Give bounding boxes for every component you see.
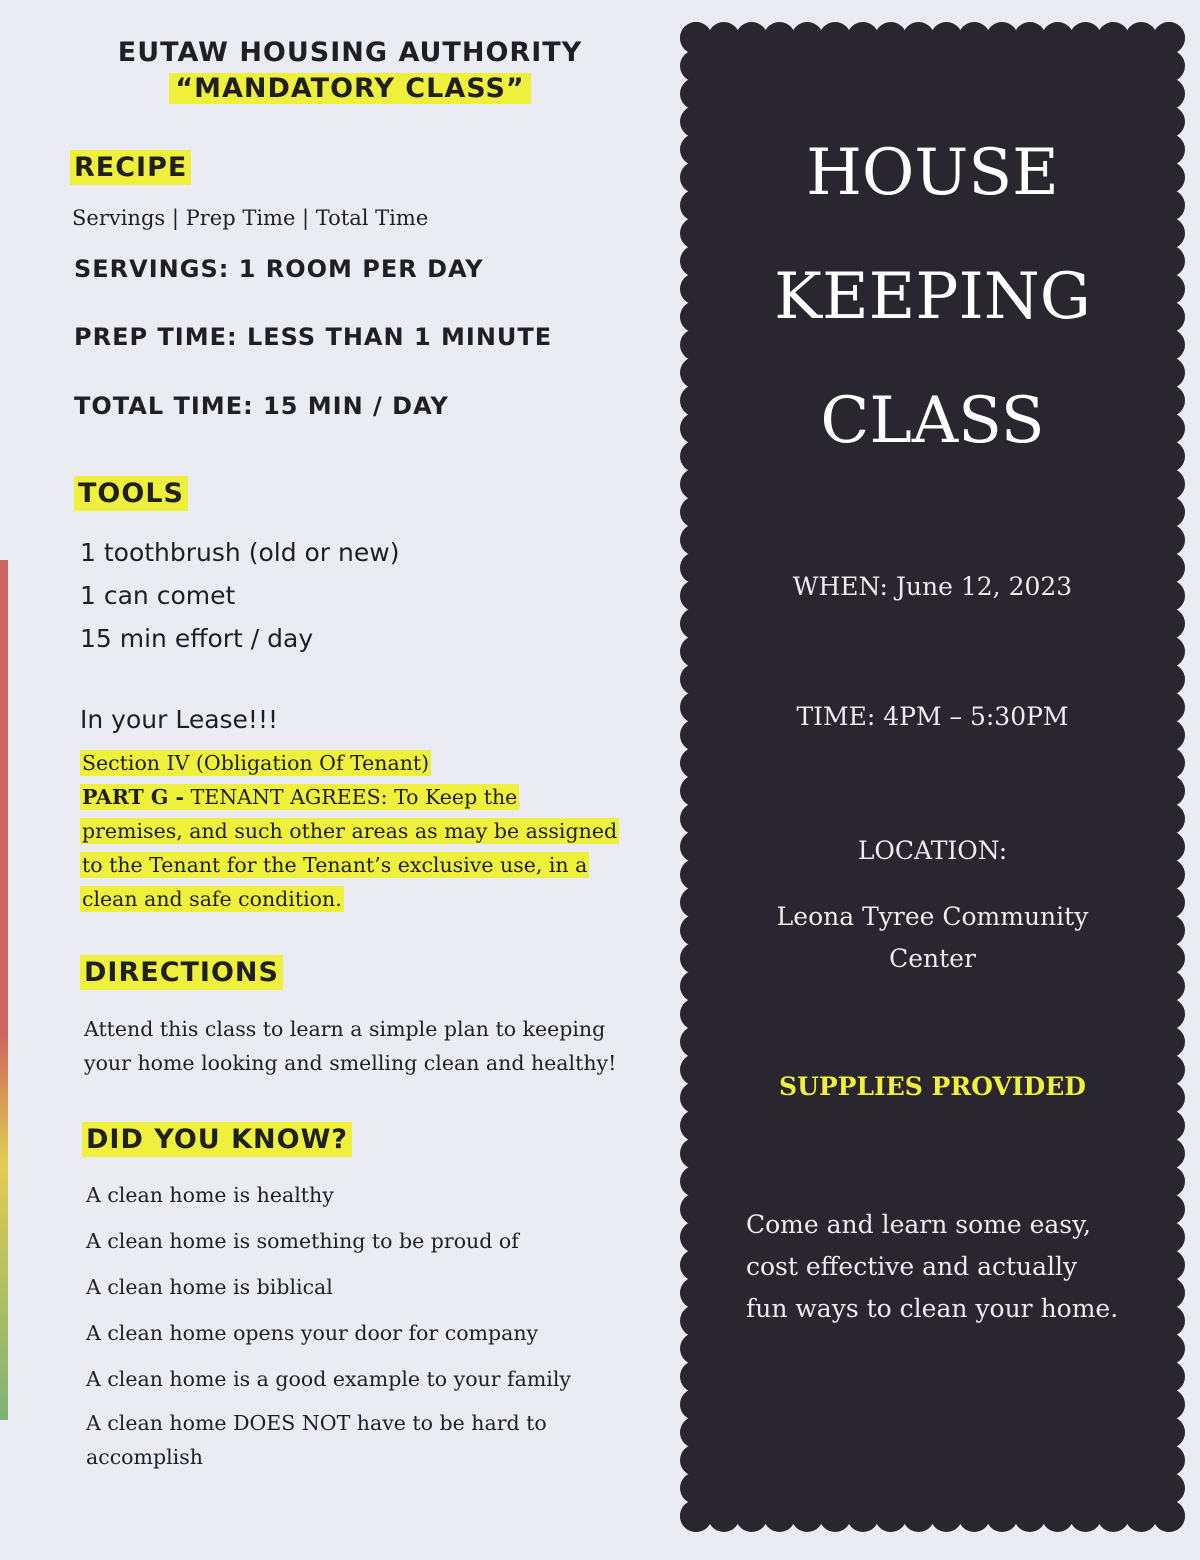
recipe-heading: RECIPE xyxy=(70,150,191,185)
closing-line: Come and learn some easy, xyxy=(746,1210,1091,1239)
tool-item: 15 min effort / day xyxy=(80,624,314,653)
directions-heading: DIRECTIONS xyxy=(80,955,283,990)
prep-time-line: PREP TIME: LESS THAN 1 MINUTE xyxy=(74,323,553,351)
directions-line: your home looking and smelling clean and healthy! xyxy=(84,1051,617,1075)
fact-item: A clean home is biblical xyxy=(86,1275,333,1299)
fact-item: A clean home is something to be proud of xyxy=(86,1229,519,1253)
event-title-line: KEEPING xyxy=(774,260,1091,334)
directions-line: Attend this class to learn a simple plan to keeping xyxy=(84,1017,606,1041)
did-you-know-list xyxy=(86,1172,646,1474)
event-location-label: LOCATION: xyxy=(857,836,1008,865)
closing-line: cost effective and actually xyxy=(746,1252,1078,1281)
page-edge-stripe xyxy=(0,560,8,1420)
event-closing-text xyxy=(746,1204,1166,1330)
tools-list xyxy=(80,531,399,660)
directions-heading-wrap xyxy=(80,955,283,990)
tools-heading-wrap xyxy=(74,476,188,511)
did-you-know-heading-wrap xyxy=(82,1122,352,1157)
lease-section: Section IV (Obligation Of Tenant) xyxy=(82,751,430,775)
mandatory-class-label xyxy=(70,72,630,106)
tool-item: 1 toothbrush (old or new) xyxy=(80,538,400,567)
lease-part-label: PART G - xyxy=(82,785,185,809)
lease-heading: In your Lease!!! xyxy=(80,705,278,734)
recipe-meta: Servings | Prep Time | Total Time xyxy=(72,206,429,230)
lease-part-text: premises, and such other areas as may be assigned xyxy=(82,819,618,843)
event-location: Center xyxy=(889,944,976,973)
fact-item: A clean home DOES NOT have to be hard to xyxy=(86,1411,547,1435)
event-panel xyxy=(680,22,1185,1532)
lease-part-text: clean and safe condition. xyxy=(82,887,342,911)
event-title-line: CLASS xyxy=(820,384,1045,458)
total-time-line: TOTAL TIME: 15 MIN / DAY xyxy=(74,392,449,420)
did-you-know-heading: DID YOU KNOW? xyxy=(82,1122,352,1157)
event-time: TIME: 4PM – 5:30PM xyxy=(796,702,1069,731)
supplies-provided: SUPPLIES PROVIDED xyxy=(779,1072,1086,1101)
directions-text xyxy=(84,1012,616,1080)
lease-part-text: TENANT AGREES: To Keep the xyxy=(184,785,518,809)
tools-heading: TOOLS xyxy=(74,476,188,511)
event-location: Leona Tyree Community xyxy=(776,902,1089,931)
lease-excerpt xyxy=(80,746,640,916)
closing-line: fun ways to clean your home. xyxy=(746,1294,1119,1323)
fact-item: accomplish xyxy=(86,1445,203,1469)
fact-item: A clean home is healthy xyxy=(86,1183,334,1207)
lease-part-text: to the Tenant for the Tenant’s exclusive use, in a xyxy=(82,853,588,877)
tool-item: 1 can comet xyxy=(80,581,236,610)
fact-item: A clean home is a good example to your family xyxy=(86,1367,572,1391)
org-title: EUTAW HOUSING AUTHORITY xyxy=(117,37,583,68)
mandatory-class-text: “MANDATORY CLASS” xyxy=(169,73,530,104)
recipe-heading-wrap xyxy=(70,150,191,185)
event-title-line: HOUSE xyxy=(806,136,1059,210)
servings-line: SERVINGS: 1 ROOM PER DAY xyxy=(74,255,484,283)
event-date: WHEN: June 12, 2023 xyxy=(792,572,1073,601)
fact-item: A clean home opens your door for company xyxy=(86,1321,539,1345)
